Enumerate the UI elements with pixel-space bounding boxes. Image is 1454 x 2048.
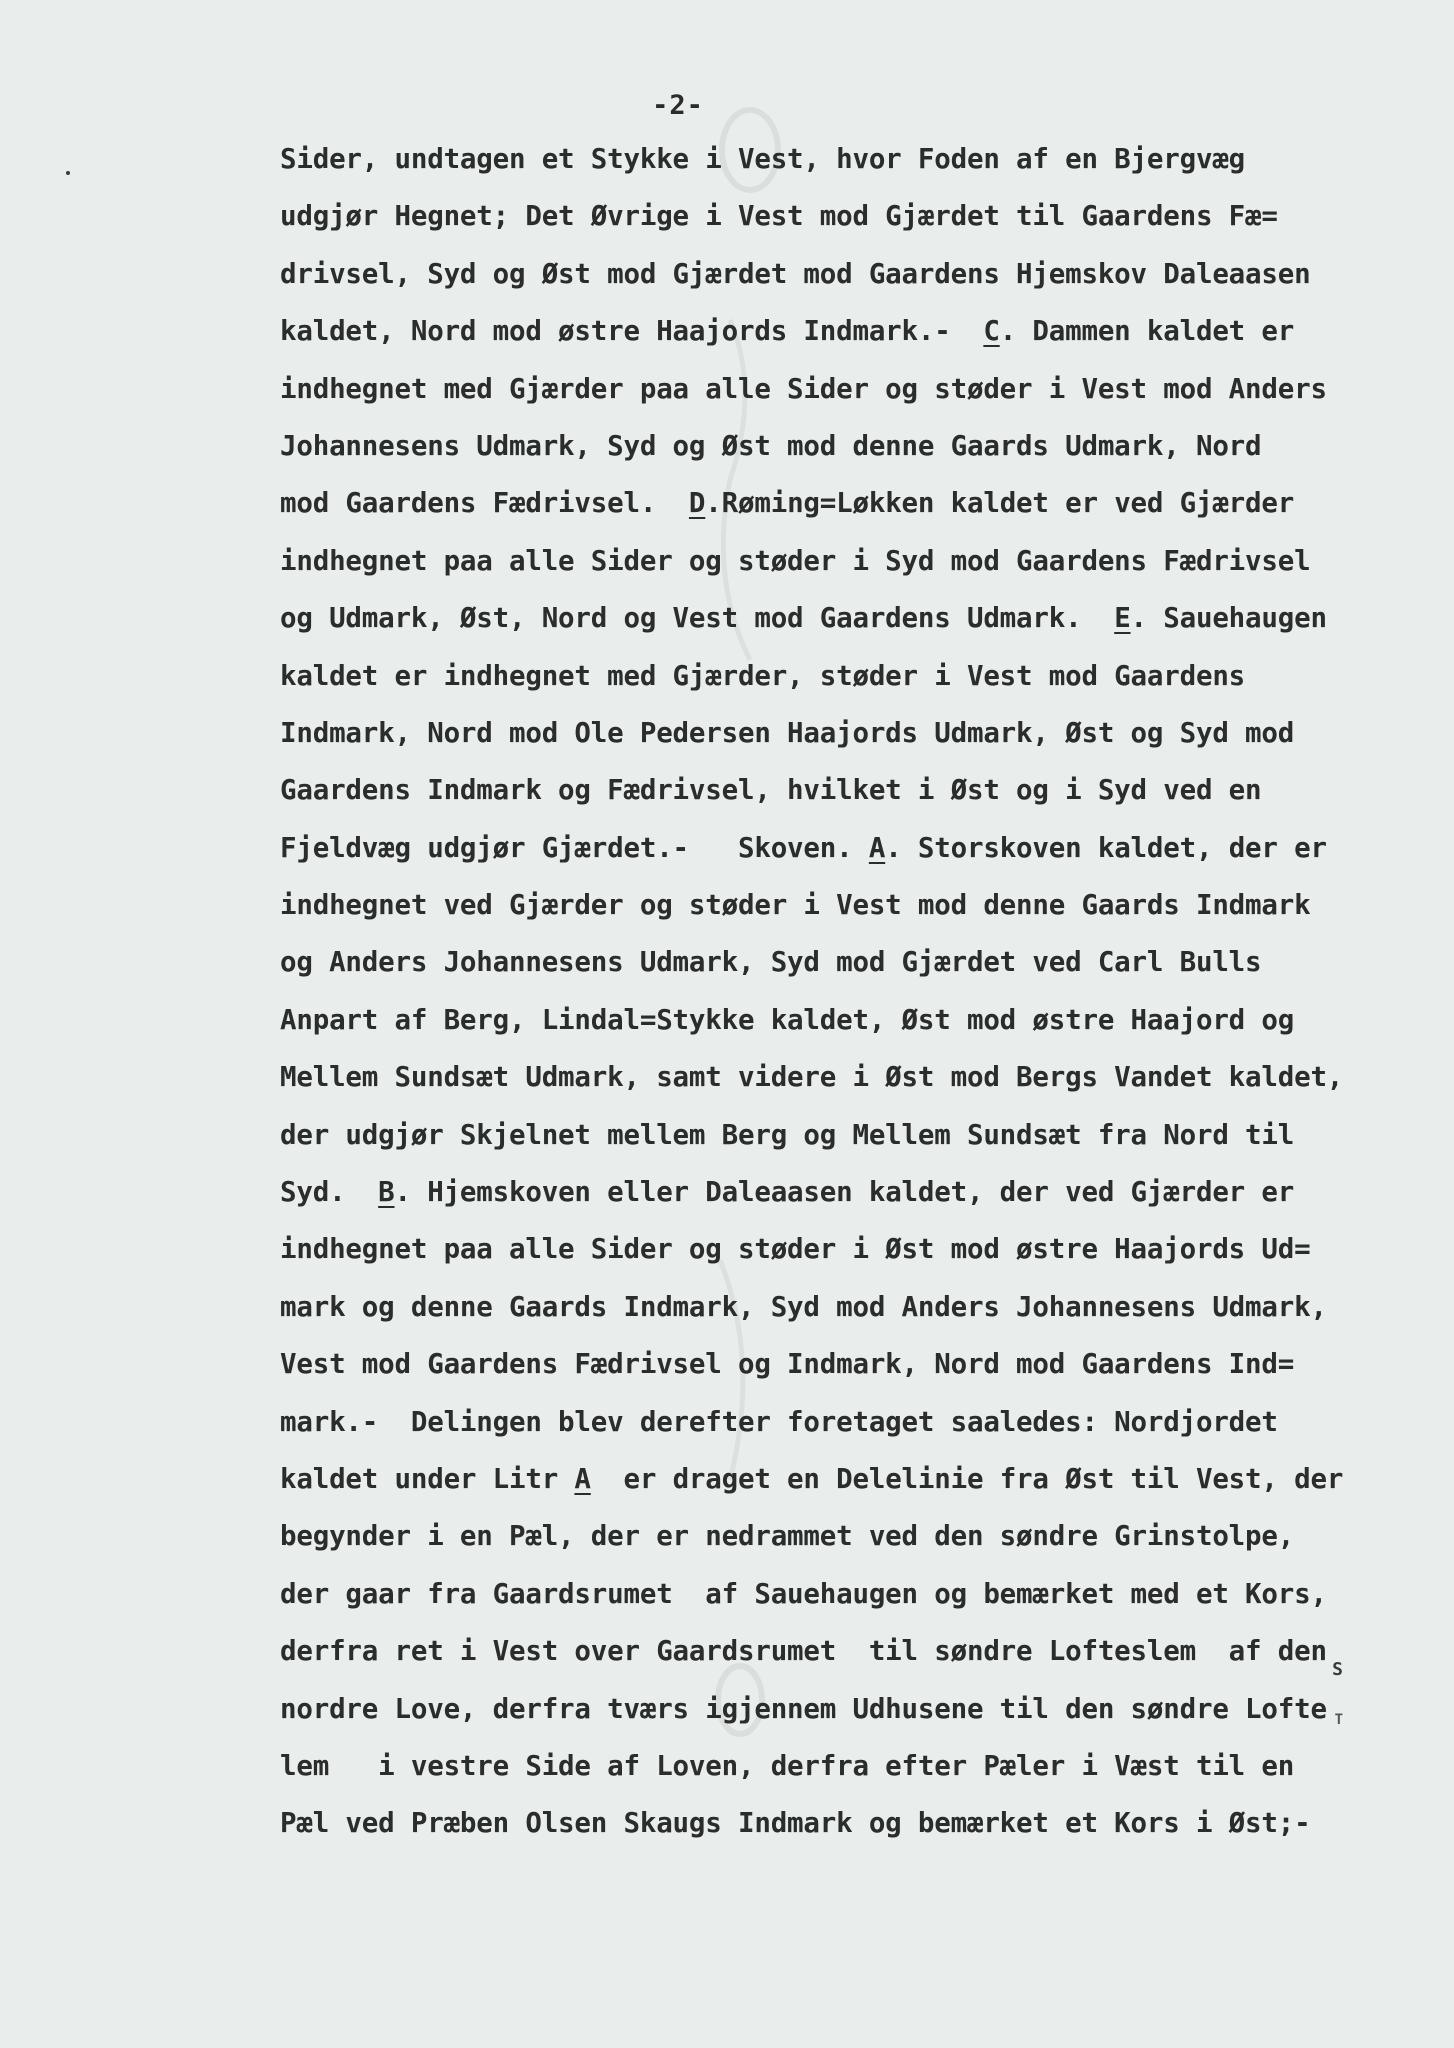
text-line bbox=[280, 1049, 1430, 1106]
line-text: Fjeldvæg udgjør Gjærdet.- Skoven. bbox=[280, 831, 869, 864]
text-line bbox=[280, 475, 1430, 532]
text-line bbox=[280, 188, 1430, 245]
text-line bbox=[280, 131, 1430, 188]
text-line bbox=[280, 1279, 1430, 1336]
line-text: Syd. bbox=[280, 1176, 379, 1209]
line-text: drivsel, Syd og Øst mod Gjærdet mod Gaardens Hjemskov Daleaasen bbox=[280, 257, 1311, 290]
line-text: Sider, undtagen et Stykke i Vest, hvor Foden af en Bjergvæg bbox=[280, 143, 1246, 175]
underlined-section-letter: A bbox=[868, 831, 886, 864]
line-text: . Storskoven kaldet, der er bbox=[885, 831, 1327, 864]
line-text: . Dammen kaldet er bbox=[999, 315, 1295, 348]
line-text: .Røming=Løkken kaldet er ved Gjærder bbox=[705, 487, 1295, 520]
text-line bbox=[280, 1508, 1430, 1565]
text-line bbox=[280, 1795, 1430, 1852]
underlined-section-letter: E bbox=[1114, 602, 1131, 635]
line-text: nordre Love, derfra tværs igjennem Udhusene til den søndre Lofte bbox=[280, 1692, 1327, 1725]
text-line bbox=[280, 1107, 1430, 1164]
text-line bbox=[280, 1738, 1430, 1795]
text-line bbox=[280, 648, 1430, 705]
text-line-with-margin-note bbox=[280, 1658, 1343, 1738]
text-line bbox=[280, 533, 1430, 590]
text-line bbox=[280, 1623, 1430, 1680]
line-text: . Hjemskoven eller Daleaasen kaldet, der ved Gjærder er bbox=[394, 1176, 1295, 1209]
text-line bbox=[280, 1394, 1430, 1451]
text-line bbox=[280, 1566, 1430, 1623]
line-text: indhegnet paa alle Sider og støder i Øst mod østre Haajords Ud= bbox=[280, 1233, 1311, 1266]
text-line bbox=[280, 246, 1430, 303]
page-number: -2- bbox=[652, 90, 704, 121]
line-text: derfra ret i Vest over Gaardsrumet til søndre Lofteslem af den bbox=[280, 1635, 1327, 1668]
line-text: lem i vestre Side af Loven, derfra efter Pæler i Væst til en bbox=[280, 1749, 1295, 1782]
line-text: Anpart af Berg, Lindal=Stykke kaldet, Øst mod østre Haajord og bbox=[280, 1003, 1295, 1036]
line-text: . Sauehaugen bbox=[1130, 602, 1327, 635]
line-text: og Udmark, Øst, Nord og Vest mod Gaardens Udmark. bbox=[280, 602, 1115, 635]
underlined-section-letter: B bbox=[378, 1176, 395, 1209]
text-line bbox=[280, 877, 1430, 934]
line-text: kaldet er indhegnet med Gjærder, støder i Vest mod Gaardens bbox=[280, 659, 1246, 692]
text-line bbox=[280, 705, 1430, 762]
text-line bbox=[280, 1164, 1430, 1221]
line-text: Vest mod Gaardens Fædrivsel og Indmark, Nord mod Gaardens Ind= bbox=[280, 1348, 1295, 1381]
underlined-section-letter: D bbox=[688, 487, 706, 520]
handwritten-correction-mark: T bbox=[1334, 1711, 1343, 1728]
line-text: Indmark, Nord mod Ole Pedersen Haajords Udmark, Øst og Syd mod bbox=[280, 716, 1295, 749]
line-text: udgjør Hegnet; Det Øvrige i Vest mod Gjærdet til Gaardens Fæ= bbox=[280, 200, 1278, 233]
line-text: indhegnet paa alle Sider og støder i Syd mod Gaardens Fædrivsel bbox=[280, 544, 1311, 577]
margin-mark bbox=[66, 171, 70, 175]
line-text: Gaardens Indmark og Fædrivsel, hvilket i Øst og i Syd ved en bbox=[280, 774, 1262, 807]
line-text: mod Gaardens Fædrivsel. bbox=[280, 487, 689, 520]
text-line bbox=[280, 303, 1430, 360]
text-line bbox=[280, 1658, 1430, 1738]
line-text: indhegnet ved Gjærder og støder i Vest mod denne Gaards Indmark bbox=[280, 889, 1311, 922]
underlined-section-letter: A bbox=[574, 1462, 591, 1495]
typewritten-body bbox=[280, 131, 1430, 1853]
line-text: indhegnet med Gjærder paa alle Sider og støder i Vest mod Anders bbox=[280, 372, 1327, 405]
line-text: der udgjør Skjelnet mellem Berg og Mellem Sundsæt fra Nord til bbox=[280, 1118, 1295, 1151]
line-text: kaldet under Litr bbox=[280, 1462, 575, 1495]
text-line bbox=[280, 762, 1430, 819]
text-line bbox=[280, 418, 1430, 475]
line-text: mark og denne Gaards Indmark, Syd mod Anders Johannesens Udmark, bbox=[280, 1290, 1327, 1323]
line-text: der gaar fra Gaardsrumet af Sauehaugen og bemærket med et Kors, bbox=[280, 1577, 1327, 1610]
line-text: Pæl ved Præben Olsen Skaugs Indmark og bemærket et Kors i Øst;- bbox=[280, 1807, 1311, 1840]
text-line bbox=[280, 820, 1430, 877]
line-text: Johannesens Udmark, Syd og Øst mod denne Gaards Udmark, Nord bbox=[280, 429, 1262, 462]
line-text: begynder i en Pæl, der er nedrammet ved den søndre Grinstolpe, bbox=[280, 1520, 1295, 1553]
text-line bbox=[280, 590, 1430, 647]
line-text: Mellem Sundsæt Udmark, samt videre i Øst mod Bergs Vandet kaldet, bbox=[280, 1061, 1344, 1094]
line-text: kaldet, Nord mod østre Haajords Indmark.- bbox=[280, 315, 984, 348]
text-line bbox=[280, 934, 1430, 991]
line-text: og Anders Johannesens Udmark, Syd mod Gjærdet ved Carl Bulls bbox=[280, 946, 1262, 979]
text-line bbox=[280, 361, 1430, 418]
line-text: er draget en Delelinie fra Øst til Vest, der bbox=[590, 1462, 1344, 1495]
underlined-section-letter: C bbox=[983, 315, 1000, 348]
text-line bbox=[280, 1221, 1430, 1278]
text-line bbox=[280, 1336, 1430, 1393]
handwritten-correction: S bbox=[1332, 1658, 1343, 1680]
text-line bbox=[280, 992, 1430, 1049]
text-line bbox=[280, 1451, 1430, 1508]
line-text: mark.- Delingen blev derefter foretaget saaledes: Nordjordet bbox=[280, 1405, 1278, 1438]
